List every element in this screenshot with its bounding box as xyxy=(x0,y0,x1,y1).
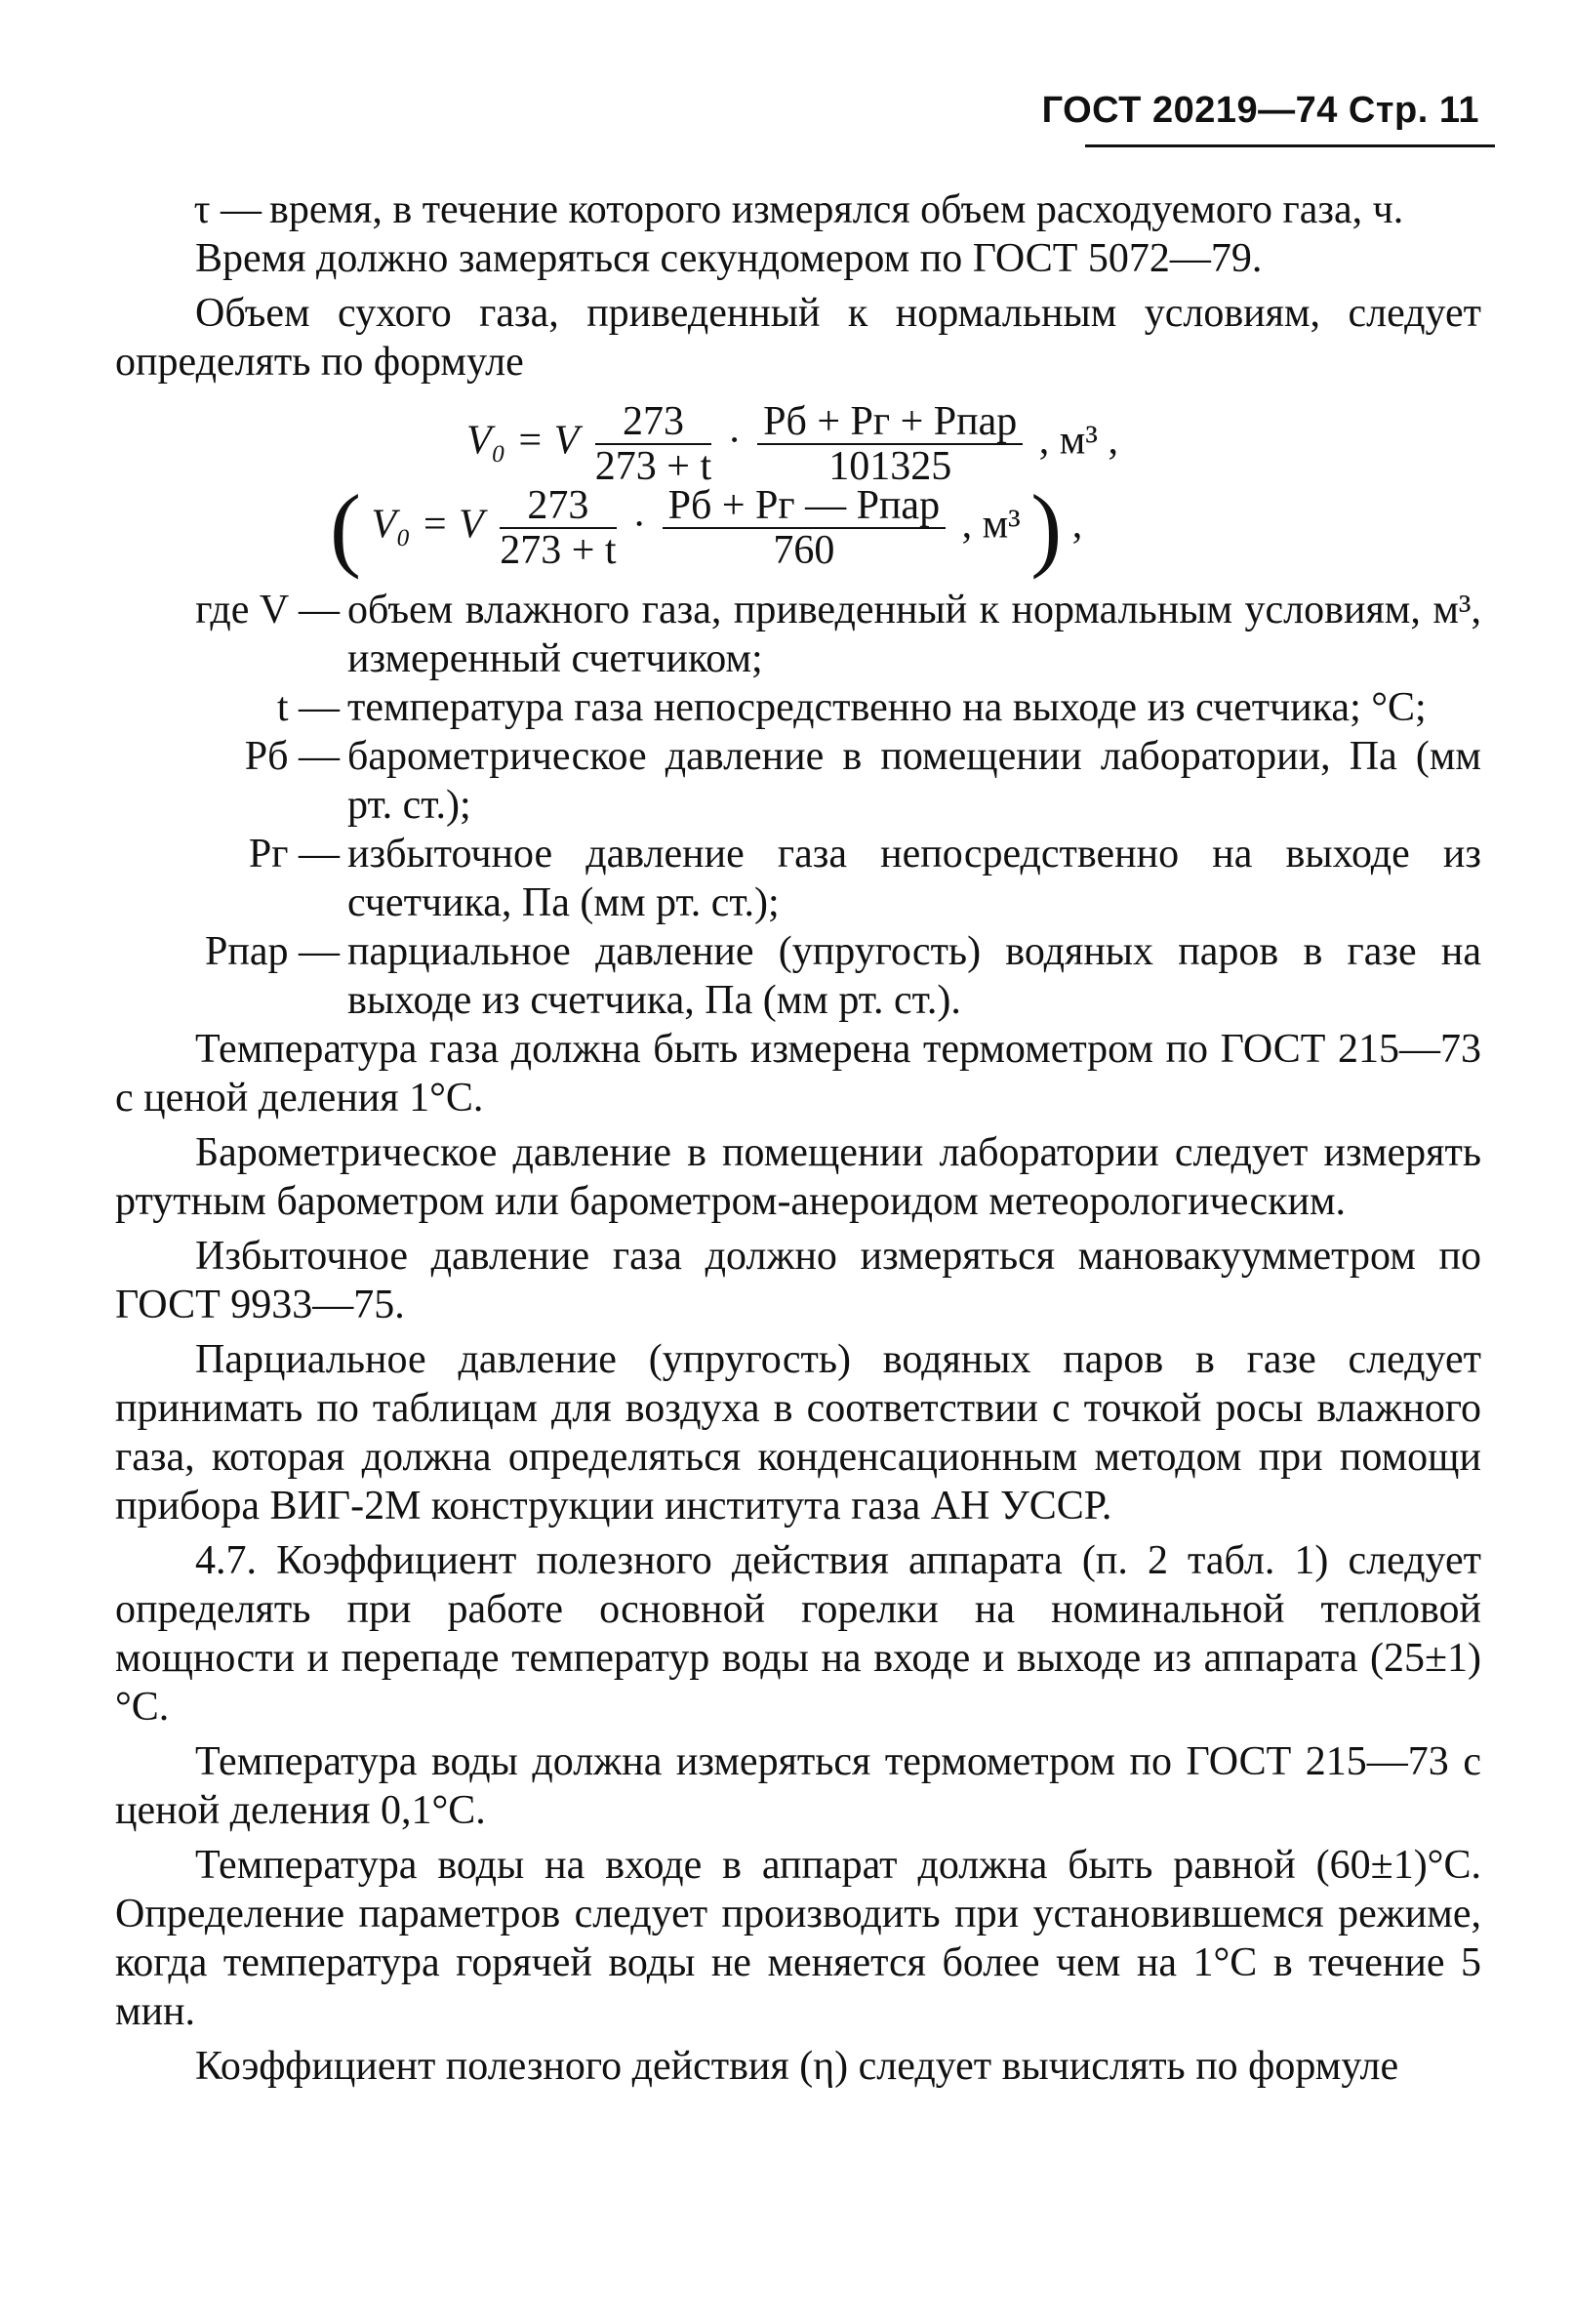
formula-lhs: V₀ = V xyxy=(466,418,580,464)
fraction-denominator: 101325 xyxy=(828,444,952,489)
definition-symbol-text: V — xyxy=(259,588,340,632)
document-body xyxy=(115,185,1481,2097)
formula-dot: · xyxy=(727,418,742,464)
definition-symbol xyxy=(115,586,347,634)
formula-trail: , xyxy=(1071,502,1083,548)
fraction-numerator: Pб + Pг — Pпар xyxy=(663,484,946,529)
definition-symbol: Pпар — xyxy=(205,929,340,974)
close-paren: ) xyxy=(1030,475,1063,580)
definition-text: объем влажного газа, приведенный к нормальным условиям, м³, измеренный счетчиком; xyxy=(347,588,1481,681)
definition-symbol: Pг — xyxy=(248,832,340,877)
definition-row xyxy=(115,830,1481,927)
paragraph: Избыточное давление газа должно измеряться мановакуумметром по ГОСТ 9933—75. xyxy=(115,1234,1481,1327)
fraction-denominator: 273 + t xyxy=(594,444,712,489)
formula-lhs: V₀ = V xyxy=(371,502,484,548)
fraction-denominator: 273 + t xyxy=(500,528,617,573)
tau-definition xyxy=(115,185,1481,234)
formula-unit: , м³ xyxy=(961,502,1021,548)
definition-text: избыточное давление газа непосредственно на выходе из счетчика, Па (мм рт. ст.); xyxy=(347,832,1481,925)
formula-unit: , м³ , xyxy=(1038,418,1118,464)
fraction-denominator: 760 xyxy=(773,528,835,573)
definition-symbol: τ — xyxy=(193,187,262,232)
definition-text: парциальное давление (упругость) водяных паров в газе на выходе из счетчика, Па (мм рт. ст.). xyxy=(347,929,1481,1023)
paragraph: Температура воды на входе в аппарат должна быть равной (60±1)°С. Определение параметров следует производить при установившемся режиме, когда температура горячей воды не меняется более чем на 1°С в течение 5 мин. xyxy=(115,1843,1481,2034)
fraction-numerator: 273 xyxy=(500,484,616,529)
paragraph: 4.7. Коэффициент полезного действия аппарата (п. 2 табл. 1) следует определять при работе основной горелки на номинальной тепловой мощности и перепаде температур воды на входе и выходе из аппарата (25±1)°С. xyxy=(115,1538,1481,1730)
paragraph: Температура воды должна измеряться термометром по ГОСТ 215—73 с ценой деления 0,1°С. xyxy=(115,1739,1481,1833)
paragraph-volume: Объем сухого газа, приведенный к нормальным условиям, следует определять по формуле xyxy=(115,291,1481,385)
open-paren: ( xyxy=(330,475,361,580)
fraction-pressure xyxy=(757,400,1023,488)
formula-dot: · xyxy=(632,502,647,548)
fraction-numerator: 273 xyxy=(595,400,711,445)
paragraph-time: Время должно замеряться секундомером по ГОСТ 5072—79. xyxy=(195,236,1263,281)
formula-si xyxy=(466,400,1118,488)
definition-symbol: Pб — xyxy=(244,734,340,779)
paragraph: Парциальное давление (упругость) водяных паров в газе следует принимать по таблицам для воздуха в соответствии с точкой росы влажного газа, которая должна определяться конденсационным методом при помощи прибора ВИГ-2М конструкции института газа АН УССР. xyxy=(115,1337,1481,1529)
paragraph: Коэффициент полезного действия (η) следует вычислять по формуле xyxy=(195,2044,1399,2089)
definition-symbol: t — xyxy=(276,685,340,730)
definition-row xyxy=(115,586,1481,683)
fraction-numerator: Pб + Pг + Pпар xyxy=(757,400,1023,445)
fraction-pressure xyxy=(663,484,946,572)
formula-mmhg xyxy=(330,475,1083,580)
definition-text: барометрическое давление в помещении лаборатории, Па (мм рт. ст.); xyxy=(347,734,1481,828)
paragraph: Барометрическое давление в помещении лаборатории следует измерять ртутным барометром или барометром-анероидом метеорологическим. xyxy=(115,1130,1481,1224)
definition-row xyxy=(115,683,1481,732)
definition-text: время, в течение которого измерялся объем расходуемого газа, ч. xyxy=(269,187,1404,232)
definition-text: температура газа непосредственно на выходе из счетчика; °С; xyxy=(347,685,1427,730)
definition-row xyxy=(115,732,1481,830)
where-label: где xyxy=(195,588,250,632)
page-header: ГОСТ 20219—74 Стр. 11 xyxy=(1041,90,1479,131)
paragraph: Температура газа должна быть измерена термометром по ГОСТ 215—73 с ценой деления 1°С. xyxy=(115,1027,1481,1121)
fraction-temperature xyxy=(595,400,711,488)
fraction-temperature xyxy=(500,484,616,572)
definition-row xyxy=(115,927,1481,1025)
formula-block xyxy=(115,399,1481,580)
header-rule xyxy=(1085,144,1495,147)
